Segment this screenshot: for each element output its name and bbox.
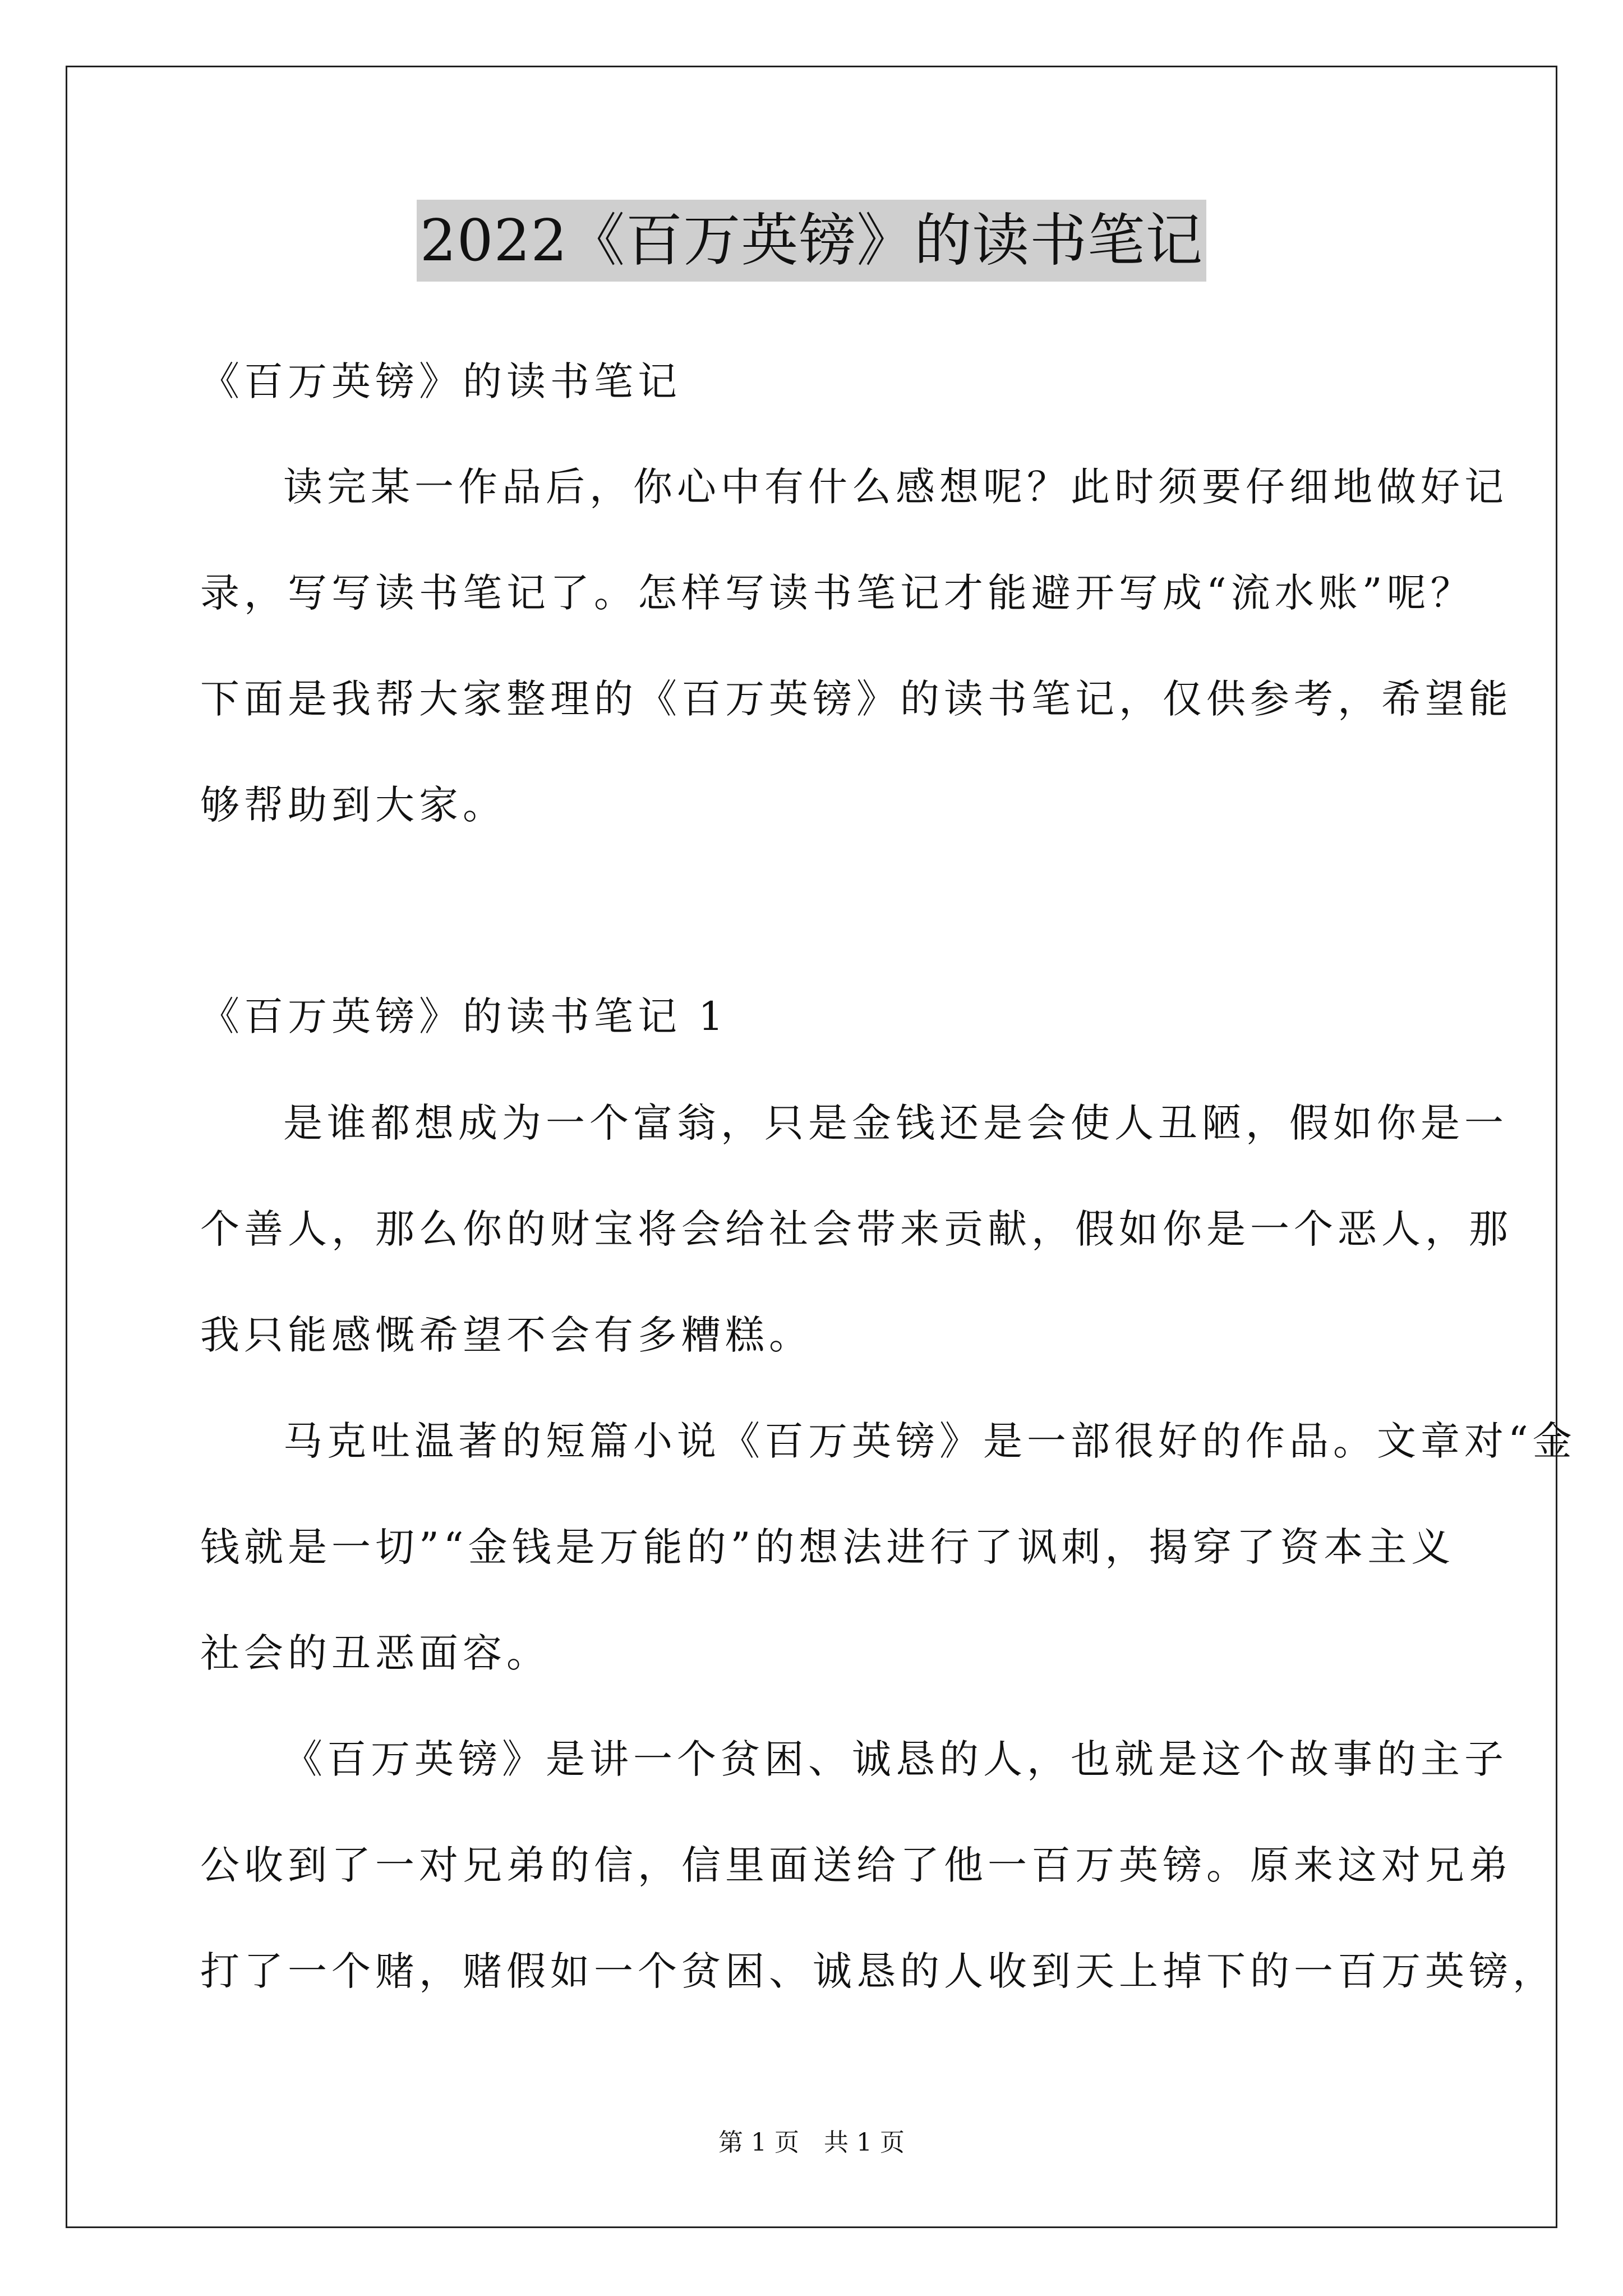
page-number: 第 1 页	[718, 2128, 799, 2157]
section1-para3-line: 公收到了一对兄弟的信，信里面送给了他一百万英镑。原来这对兄弟	[200, 1842, 1513, 1888]
page-total: 共 1 页	[824, 2128, 905, 2157]
intro-line: 够帮助到大家。	[200, 782, 506, 828]
intro-line: 录，写写读书笔记了。怎样写读书笔记才能避开写成“流水账”呢？	[200, 570, 1474, 616]
section1-para2-line: 钱就是一切”“金钱是万能的”的想法进行了讽刺，揭穿了资本主义	[200, 1524, 1455, 1570]
section1-para3-line: 《百万英镑》是讲一个贫困、诚恳的人，也就是这个故事的主子	[283, 1736, 1508, 1782]
page-footer	[0, 2126, 1623, 2160]
intro-line: 读完某一作品后，你心中有什么感想呢？此时须要仔细地做好记	[283, 464, 1508, 510]
section1-para1-line: 我只能感慨希望不会有多糟糕。	[200, 1312, 813, 1358]
intro-heading: 《百万英镑》的读书笔记	[200, 358, 681, 404]
intro-line: 下面是我帮大家整理的《百万英镑》的读书笔记，仅供参考，希望能	[200, 676, 1513, 722]
section1-para1-line: 个善人，那么你的财宝将会给社会带来贡献，假如你是一个恶人，那	[200, 1206, 1513, 1252]
section1-para2-line: 马克吐温著的短篇小说《百万英镑》是一部很好的作品。文章对“金	[283, 1418, 1576, 1464]
document-title: 2022《百万英镑》的读书笔记	[417, 200, 1207, 282]
title-block	[0, 200, 1623, 282]
section1-heading: 《百万英镑》的读书笔记 1	[200, 993, 728, 1039]
section1-para2-line: 社会的丑恶面容。	[200, 1630, 550, 1676]
section1-para3-line: 打了一个赌，赌假如一个贫困、诚恳的人收到天上掉下的一百万英镑，	[200, 1948, 1556, 1994]
section1-para1-line: 是谁都想成为一个富翁，只是金钱还是会使人丑陋，假如你是一	[283, 1100, 1508, 1146]
